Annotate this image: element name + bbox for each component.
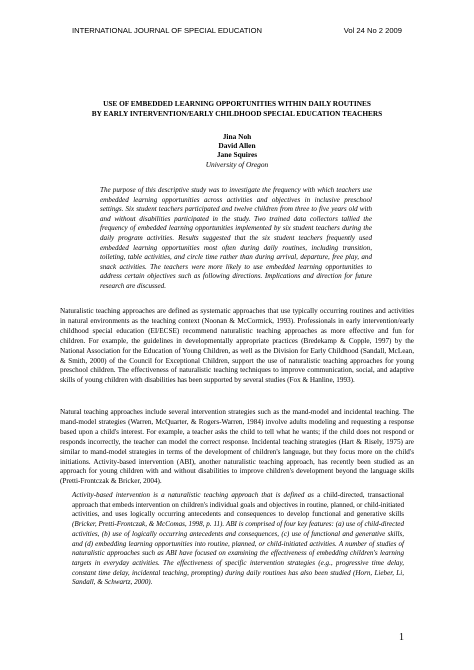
author-name: David Allen [218,141,256,151]
article-title [60,99,414,119]
body-paragraph-1: Naturalistic teaching approaches are defined as systematic approaches that use typically occurring routines and activities in natural environments as the teaching context (Noonan & McCormick, 1993). Professionals in early intervention/early childhood special education (EI/ECSE) recommend naturalistic teaching approaches as more effective and fun for children. For example, the guidelines in developmentally appropriate practices (Bredekamp & Copple, 1997) by the National Association for the Education of Young Children, as well as the Division for Early Childhood (Sandall, McLean, & Smith, 2000) of the Council for Exceptional Children, support the use of naturalistic teaching approaches for young preschool children. The effectiveness of naturalistic teaching techniques to improve communication, social, and adaptive skills of young children with disabilities has been supported by several studies (Fox & Hanline, 1993). [60,307,414,385]
page-number: 1 [399,632,404,643]
body-paragraph-2: Natural teaching approaches include several intervention strategies such as the mand-model and incidental teaching. The mand-model strategies (Warren, McQuarter, & Rogers-Warren, 1984) involve adults modeling and requesting a response based upon a child's interest. For example, a teacher asks the child to tell what he wants; if the child does not respond or responds incorrectly, the teacher can model the correct response. Incidental teaching strategies (Hart & Risely, 1975) are similar to mand-model strategies in terms of the development of children's language, but they focus more on the child's initiations. Activity-based intervention (ABI), another naturalistic teaching approach, has recently been studied as an approach for young children with and without disabilities to improve children's development beyond the language skills (Pretti-Frontczak & Bricker, 2004). [60,408,414,486]
abstract: The purpose of this descriptive study was to investigate the frequency with which teachers use embedded learning opportunities across activities and objectives in inclusive preschool settings. Six student teachers participated and twelve children from three to five years old with and without disabilities participated in the study. Two trained data collectors tallied the frequency of embedded learning opportunities implemented by six student teachers during the daily program activities. Results suggested that the six student teachers frequently used embedded learning opportunities most often during daily routines, including transition, toileting, table activities, and circle time rather than during arrival, departure, free play, and snack activities. The teachers were more likely to use embedded learning opportunities to address certain objectives such as following directions. Implications and direction for future research are discussed. [100,186,372,290]
author-affiliation: University of Oregon [205,159,269,169]
running-header [72,26,402,38]
author-name: Jina Noh [222,132,252,141]
author-block [0,132,474,169]
quote-definition: a child-directed, transactional approach that embeds intervention on children's individual goals and objectives in routine, planned, or child-initiated activities, and uses logically occurring antecedents and consequences to develop functional and generative skills [72,491,405,519]
title-line-1: USE OF EMBEDDED LEARNING OPPORTUNITIES WITHIN DAILY ROUTINES [103,99,371,108]
quote-italic-intro: Activity-based intervention is a naturalistic teaching approach that is defined as [72,491,314,499]
volume-issue: Vol 24 No 2 2009 [343,26,402,35]
quote-italic-body: (Bricker, Pretti-Frontczak, & McComas, 1998, p. 11). ABI is comprised of four key features: (a) use of child-directed activities, (b) use of logically occurring antecedents and consequences, (c) use of functional and generative skills, and (d) embedding learning opportunities into routine, planned, or child-initiated activities. A number of studies of naturalistic approaches such as ABI have focused on examining the effectiveness of embedding children's learning targets in everyday activities. The effectiveness of specific intervention strategies (e.g., progressive time delay, constant time delay, incidental teaching, prompting) during daily routines has also been studied (Horn, Lieber, Li, Sandall, & Schwartz, 2000). [72,520,404,587]
journal-name: INTERNATIONAL JOURNAL OF SPECIAL EDUCATION [72,26,263,35]
title-line-2: BY EARLY INTERVENTION/EARLY CHILDHOOD SPECIAL EDUCATION TEACHERS [91,109,383,118]
author-name: Jane Squires [216,150,258,160]
block-quote [72,491,404,588]
